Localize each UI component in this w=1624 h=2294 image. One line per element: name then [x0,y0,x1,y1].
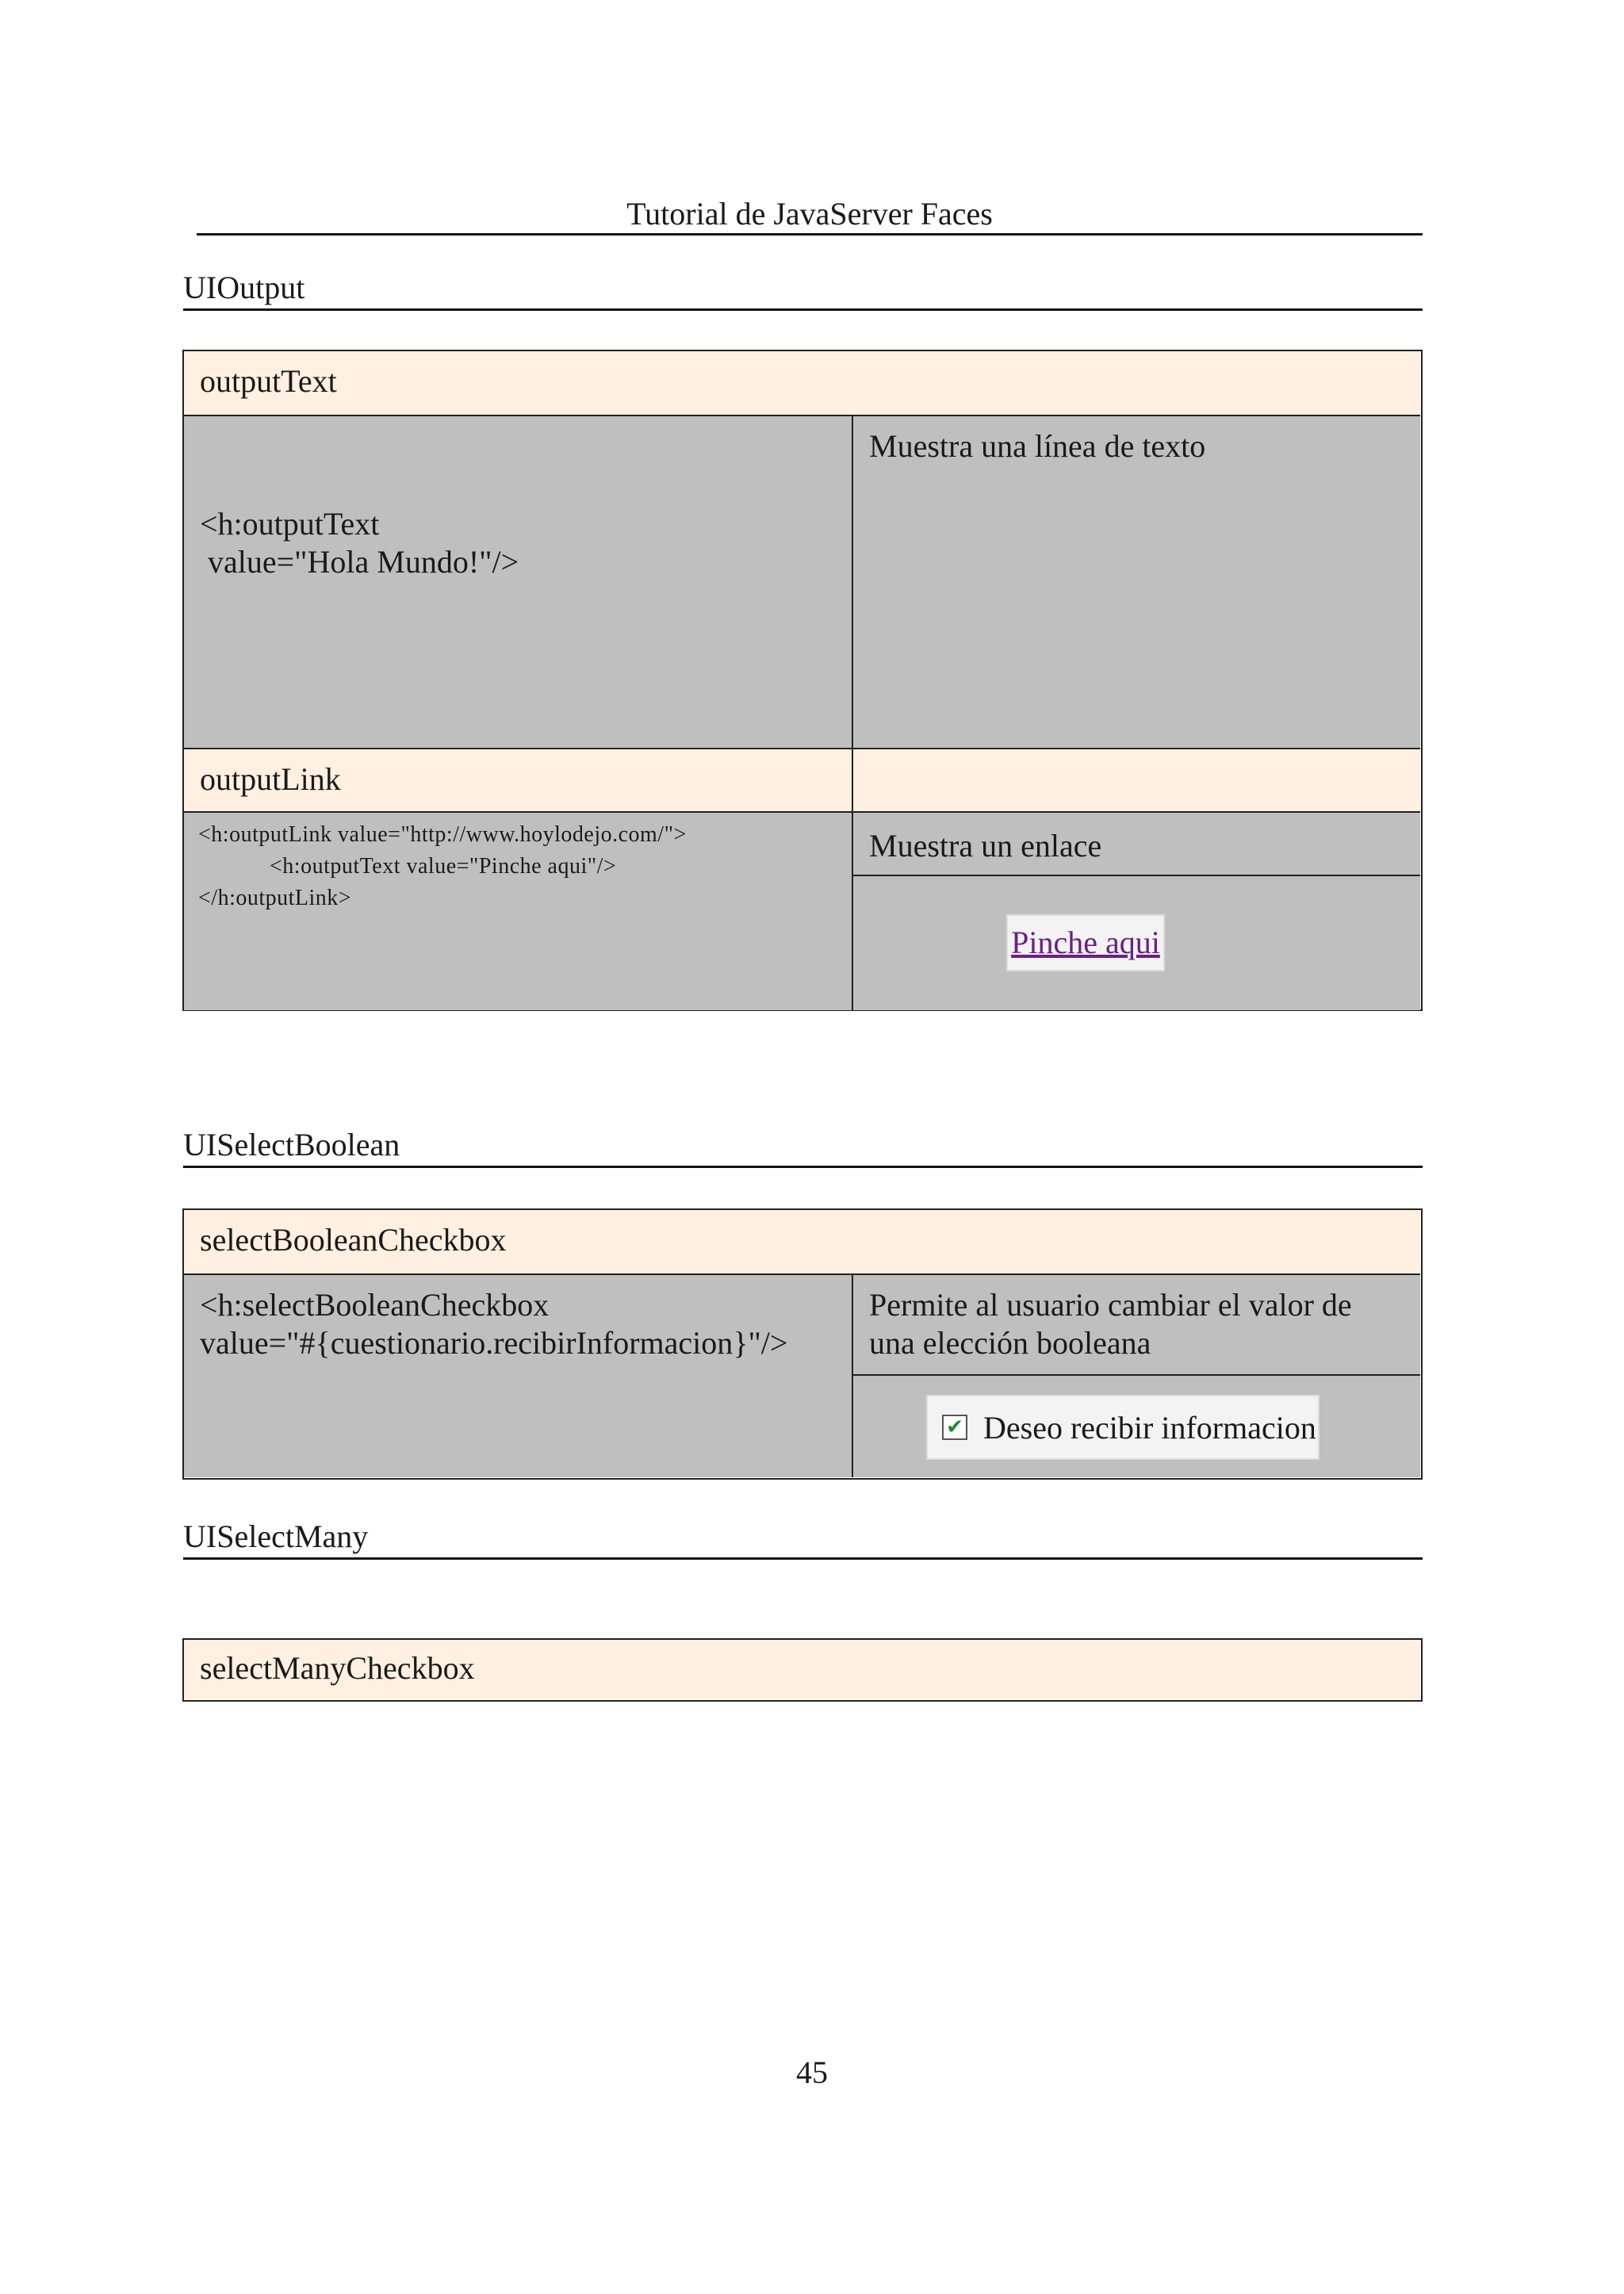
selectboolean-tag: selectBooleanCheckbox [200,1222,507,1258]
selectboolean-preview-cell [852,1374,1420,1477]
selectmany-header [184,1640,1420,1699]
outputlink-tag: outputLink [200,761,341,797]
outputlink-description: Muestra un enlace [869,828,1102,864]
checkbox-checked-icon[interactable]: ✔ [942,1415,967,1440]
selectboolean-description: Permite al usuario cambiar el valor de una elección booleana [869,1287,1352,1361]
selectboolean-description-cell [852,1273,1420,1374]
checkbox-row[interactable] [928,1396,1318,1458]
uioutput-table [182,350,1423,1011]
outputlink-preview-cell [852,875,1420,1010]
outputtext-header [184,351,1420,415]
pinche-aqui-link[interactable]: Pinche aqui [1011,925,1160,960]
selectmany-tag: selectManyCheckbox [200,1650,475,1686]
outputtext-description-cell [852,415,1420,748]
outputlink-code: <h:outputLink value="http://www.hoylodejo.com/"> <h:outputText value="Pinche aqui"/> </h:outputLink> [198,822,687,910]
checkbox-label: Deseo recibir informacion [983,1409,1316,1446]
section-title-uiselectmany: UISelectMany [183,1516,1423,1560]
outputtext-code-cell [184,415,852,748]
selectboolean-header [184,1210,1420,1273]
outputtext-description: Muestra una línea de texto [869,428,1206,464]
uiselectmany-table [182,1638,1423,1702]
selectboolean-preview [926,1395,1320,1460]
outputlink-header [184,748,852,811]
selectboolean-code: <h:selectBooleanCheckbox value="#{cuestionario.recibirInformacion}"/> [200,1287,788,1361]
uiselectboolean-table [182,1208,1423,1480]
page-number: 45 [796,2055,828,2090]
outputlink-description-cell [852,811,1420,875]
selectboolean-code-cell [184,1273,852,1477]
section-title-uiselectboolean: UISelectBoolean [183,1124,1423,1168]
outputlink-header-empty [852,748,1420,811]
outputtext-code: <h:outputText value="Hola Mundo!"/> [200,506,519,580]
section-title-uioutput: UIOutput [183,267,1423,311]
outputtext-tag: outputText [200,363,337,399]
running-header: Tutorial de JavaServer Faces [197,195,1423,236]
outputlink-code-cell [184,811,852,1010]
outputlink-preview [1006,914,1165,971]
